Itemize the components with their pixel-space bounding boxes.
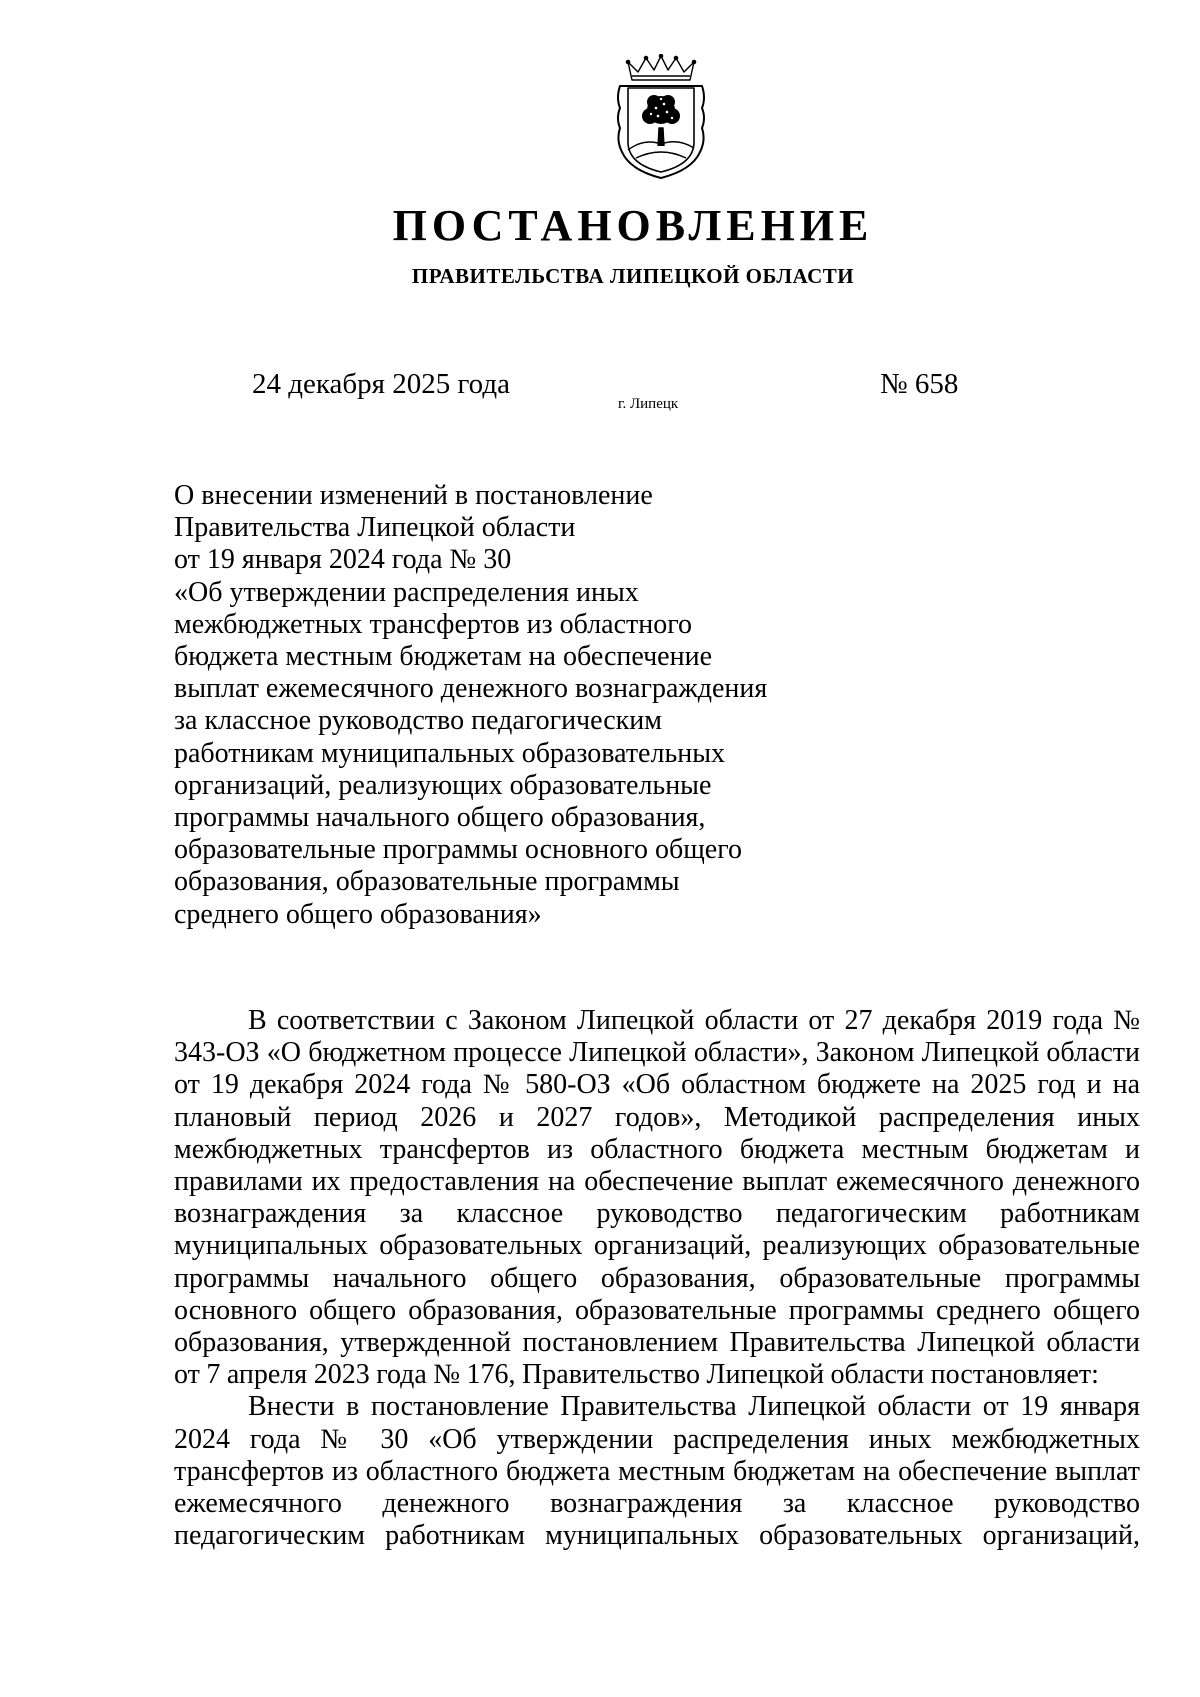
heading-line: образовательные программы основного общего	[174, 834, 743, 866]
heading-line: «Об утверждении распределения иных	[174, 576, 639, 608]
body-paragraph: В соответствии с Законом Липецкой области от 27 декабря 2019 года № 343-ОЗ «О бюджетном процессе Липецкой области», Законом Липецкой области от 19 декабря 2024 года № 580-ОЗ «Об областном бюджете на 2025 год и на плановый период 2026 и 2027 годов», Методикой распределения иных межбюджетных трансфертов из областного бюджета местным бюджетам и правилами их предоставления на обеспечение выплат ежемесячного денежного вознаграждения за классное руководство педагогическим работникам муниципальных образовательных организаций, реализующих образовательные программы начального общего образования, образовательные программы основного общего образования, образовательные программы среднего общего образования, утвержденной постановлением Правительства Липецкой области от 7 апреля 2023 года № 176, Правительство Липецкой области постановляет:	[174, 1005, 1140, 1391]
heading-line: организаций, реализующих образовательные	[174, 769, 712, 801]
heading-line: работникам муниципальных образовательных	[174, 737, 726, 769]
heading-line: О внесении изменений в постановление	[174, 480, 653, 511]
document-heading	[174, 480, 814, 931]
document-title: ПОСТАНОВЛЕНИЕ	[392, 201, 874, 250]
body-paragraph: Внести в постановление Правительства Липецкой области от 19 января 2024 года № 30 «Об утверждении распределения иных межбюджетных трансфертов из областного бюджета местным бюджетам на обеспечение выплат ежемесячного денежного вознаграждения за классное руководство педагогическим работникам муниципальных образовательных организаций,	[174, 1391, 1140, 1552]
document-number: № 658	[880, 368, 959, 400]
heading-line: за классное руководство педагогическим	[174, 705, 662, 737]
document-subtitle: ПРАВИТЕЛЬСТВА ЛИПЕЦКОЙ ОБЛАСТИ	[411, 264, 855, 288]
heading-line: Правительства Липецкой области	[174, 512, 576, 544]
heading-line: среднего общего образования»	[174, 898, 542, 930]
heading-line: межбюджетных трансфертов из областного	[174, 608, 693, 640]
heading-line: от 19 января 2024 года № 30	[174, 544, 512, 576]
lipetsk-oblast-coat-of-arms-icon	[614, 54, 708, 182]
document-body	[174, 1005, 1140, 1552]
document-city: г. Липецк	[618, 396, 679, 412]
heading-line: выплат ежемесячного денежного вознаграждения	[174, 673, 768, 705]
heading-line: бюджета местным бюджетам на обеспечение	[174, 641, 713, 673]
heading-line: программы начального общего образования,	[174, 802, 706, 834]
heading-line: образования, образовательные программы	[174, 866, 680, 898]
document-date: 24 декабря 2025 года	[252, 368, 510, 400]
